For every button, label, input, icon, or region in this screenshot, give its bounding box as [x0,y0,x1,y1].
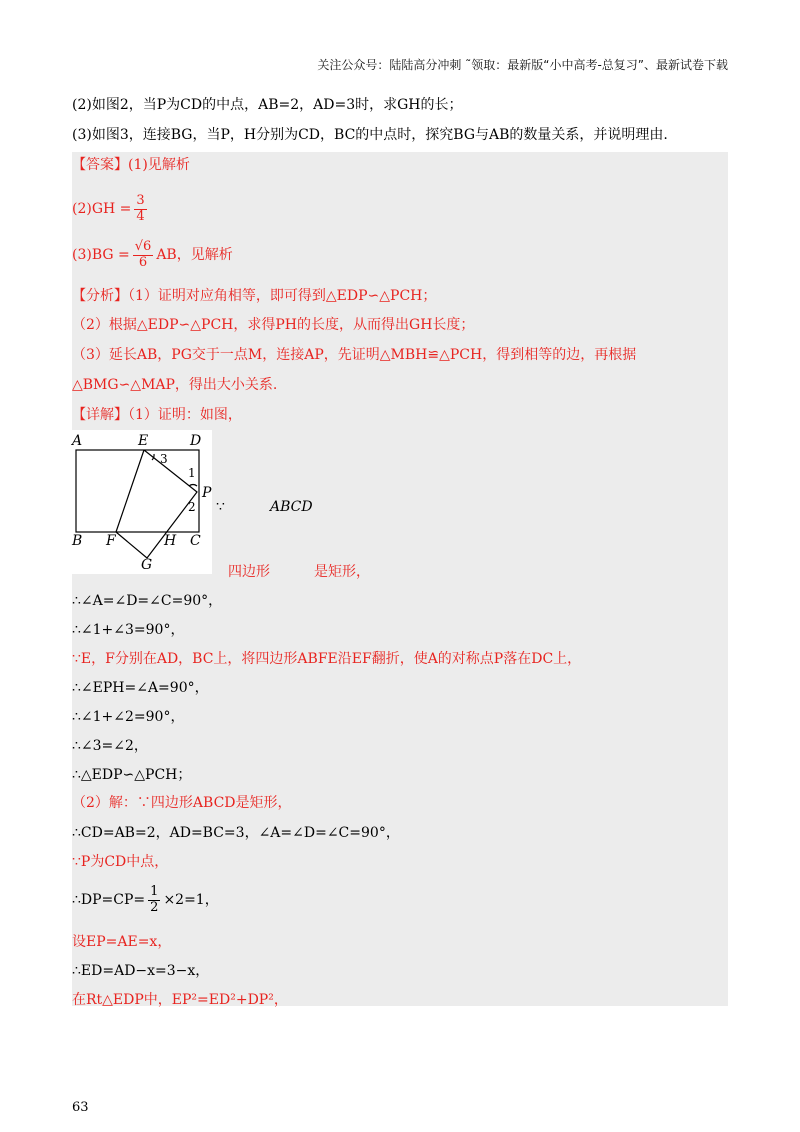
page-header: 关注公众号：陆陆高分冲刺 ˜领取：最新版“小中高考-总复习”、最新试卷下载 [317,58,728,72]
answer-3-numerator: √6 [134,238,152,254]
answer-heading: 【答案】(1)见解析 [72,157,190,173]
label-E: E [138,433,149,449]
angle-arc-1 [189,484,197,486]
rect-name: ABCD [270,499,313,515]
step-6: ∴∠3=∠2， [72,738,148,754]
page-number: 63 [72,1100,89,1115]
step-11-numerator: 1 [150,883,159,899]
because-symbol: ∵ [216,499,225,515]
answer-3-fraction [133,240,154,271]
label-angle-2: 2 [188,500,196,514]
label-F: F [106,533,116,549]
step-11-fraction [148,885,160,916]
is-rect-word: 是矩形， [314,564,370,580]
answer-3-suffix: AB，见解析 [156,247,233,263]
answer-3-prefix: (3)BG = [72,247,130,263]
label-D: D [190,433,202,449]
quad-word: 四边形 [228,564,270,580]
step-8: （2）解：∵四边形ABCD是矩形， [72,795,292,811]
detail-heading: 【详解】（1）证明：如图， [72,407,242,423]
analysis-line-3: （3）延长AB，PG交于一点M，连接AP，先证明△MBH≌△PCH，得到相等的边，再根据 [72,347,637,363]
analysis-line-4: △BMG∽△MAP，得出大小关系. [72,377,278,393]
step-11-denominator: 2 [150,899,159,915]
folded-quad [116,450,197,558]
analysis-line-2: （2）根据△EDP∽△PCH，求得PH的长度，从而得出GH长度； [72,317,475,333]
rectangle-abcd [76,450,199,532]
label-A: A [72,433,83,449]
step-11-suffix: ×2=1， [163,892,219,908]
answer-3 [72,236,233,274]
step-2: ∴∠1+∠3=90°， [72,622,185,638]
answer-2-denominator: 4 [136,208,145,224]
label-B: B [72,533,83,549]
step-4: ∴∠EPH=∠A=90°， [72,680,209,696]
step-11-prefix: ∴DP=CP= [72,892,146,908]
label-G: G [141,557,153,573]
answer-2 [72,192,150,226]
step-10: ∵P为CD中点， [72,854,169,870]
label-C: C [190,533,201,549]
step-11 [72,882,219,918]
label-H: H [164,533,177,549]
solution-panel [72,152,728,1006]
answer-3-denominator: 6 [138,254,148,270]
label-P: P [202,485,212,501]
step-14: 在Rt△EDP中，EP²=ED²+DP²， [72,992,288,1008]
analysis-line-1: 【分析】（1）证明对应角相等，即可得到△EDP∽△PCH； [72,288,437,304]
step-1: ∴∠A=∠D=∠C=90°， [72,593,223,609]
step-9: ∴CD=AB=2，AD=BC=3，∠A=∠D=∠C=90°， [72,825,400,841]
question-3: (3)如图3，连接BG，当P，H分别为CD，BC的中点时，探究BG与AB的数量关系，并说明理由. [72,127,668,143]
answer-2-prefix: (2)GH = [72,201,132,217]
step-13: ∴ED=AD−x=3−x， [72,963,210,979]
label-angle-1: 1 [188,466,196,480]
step-12: 设EP=AE=x， [72,934,172,950]
answer-2-fraction [134,194,146,225]
label-angle-3: 3 [160,452,168,466]
step-3: ∵E，F分别在AD，BC上，将四边形ABFE沿EF翻折，使A的对称点P落在DC上， [72,651,582,667]
step-5: ∴∠1+∠2=90°， [72,709,185,725]
question-2: (2)如图2，当P为CD的中点，AB=2，AD=3时，求GH的长； [72,97,463,113]
geometry-figure [72,430,212,574]
step-7: ∴△EDP∽△PCH； [72,767,192,783]
fold-line-ef [116,450,144,532]
answer-2-numerator: 3 [136,192,145,208]
